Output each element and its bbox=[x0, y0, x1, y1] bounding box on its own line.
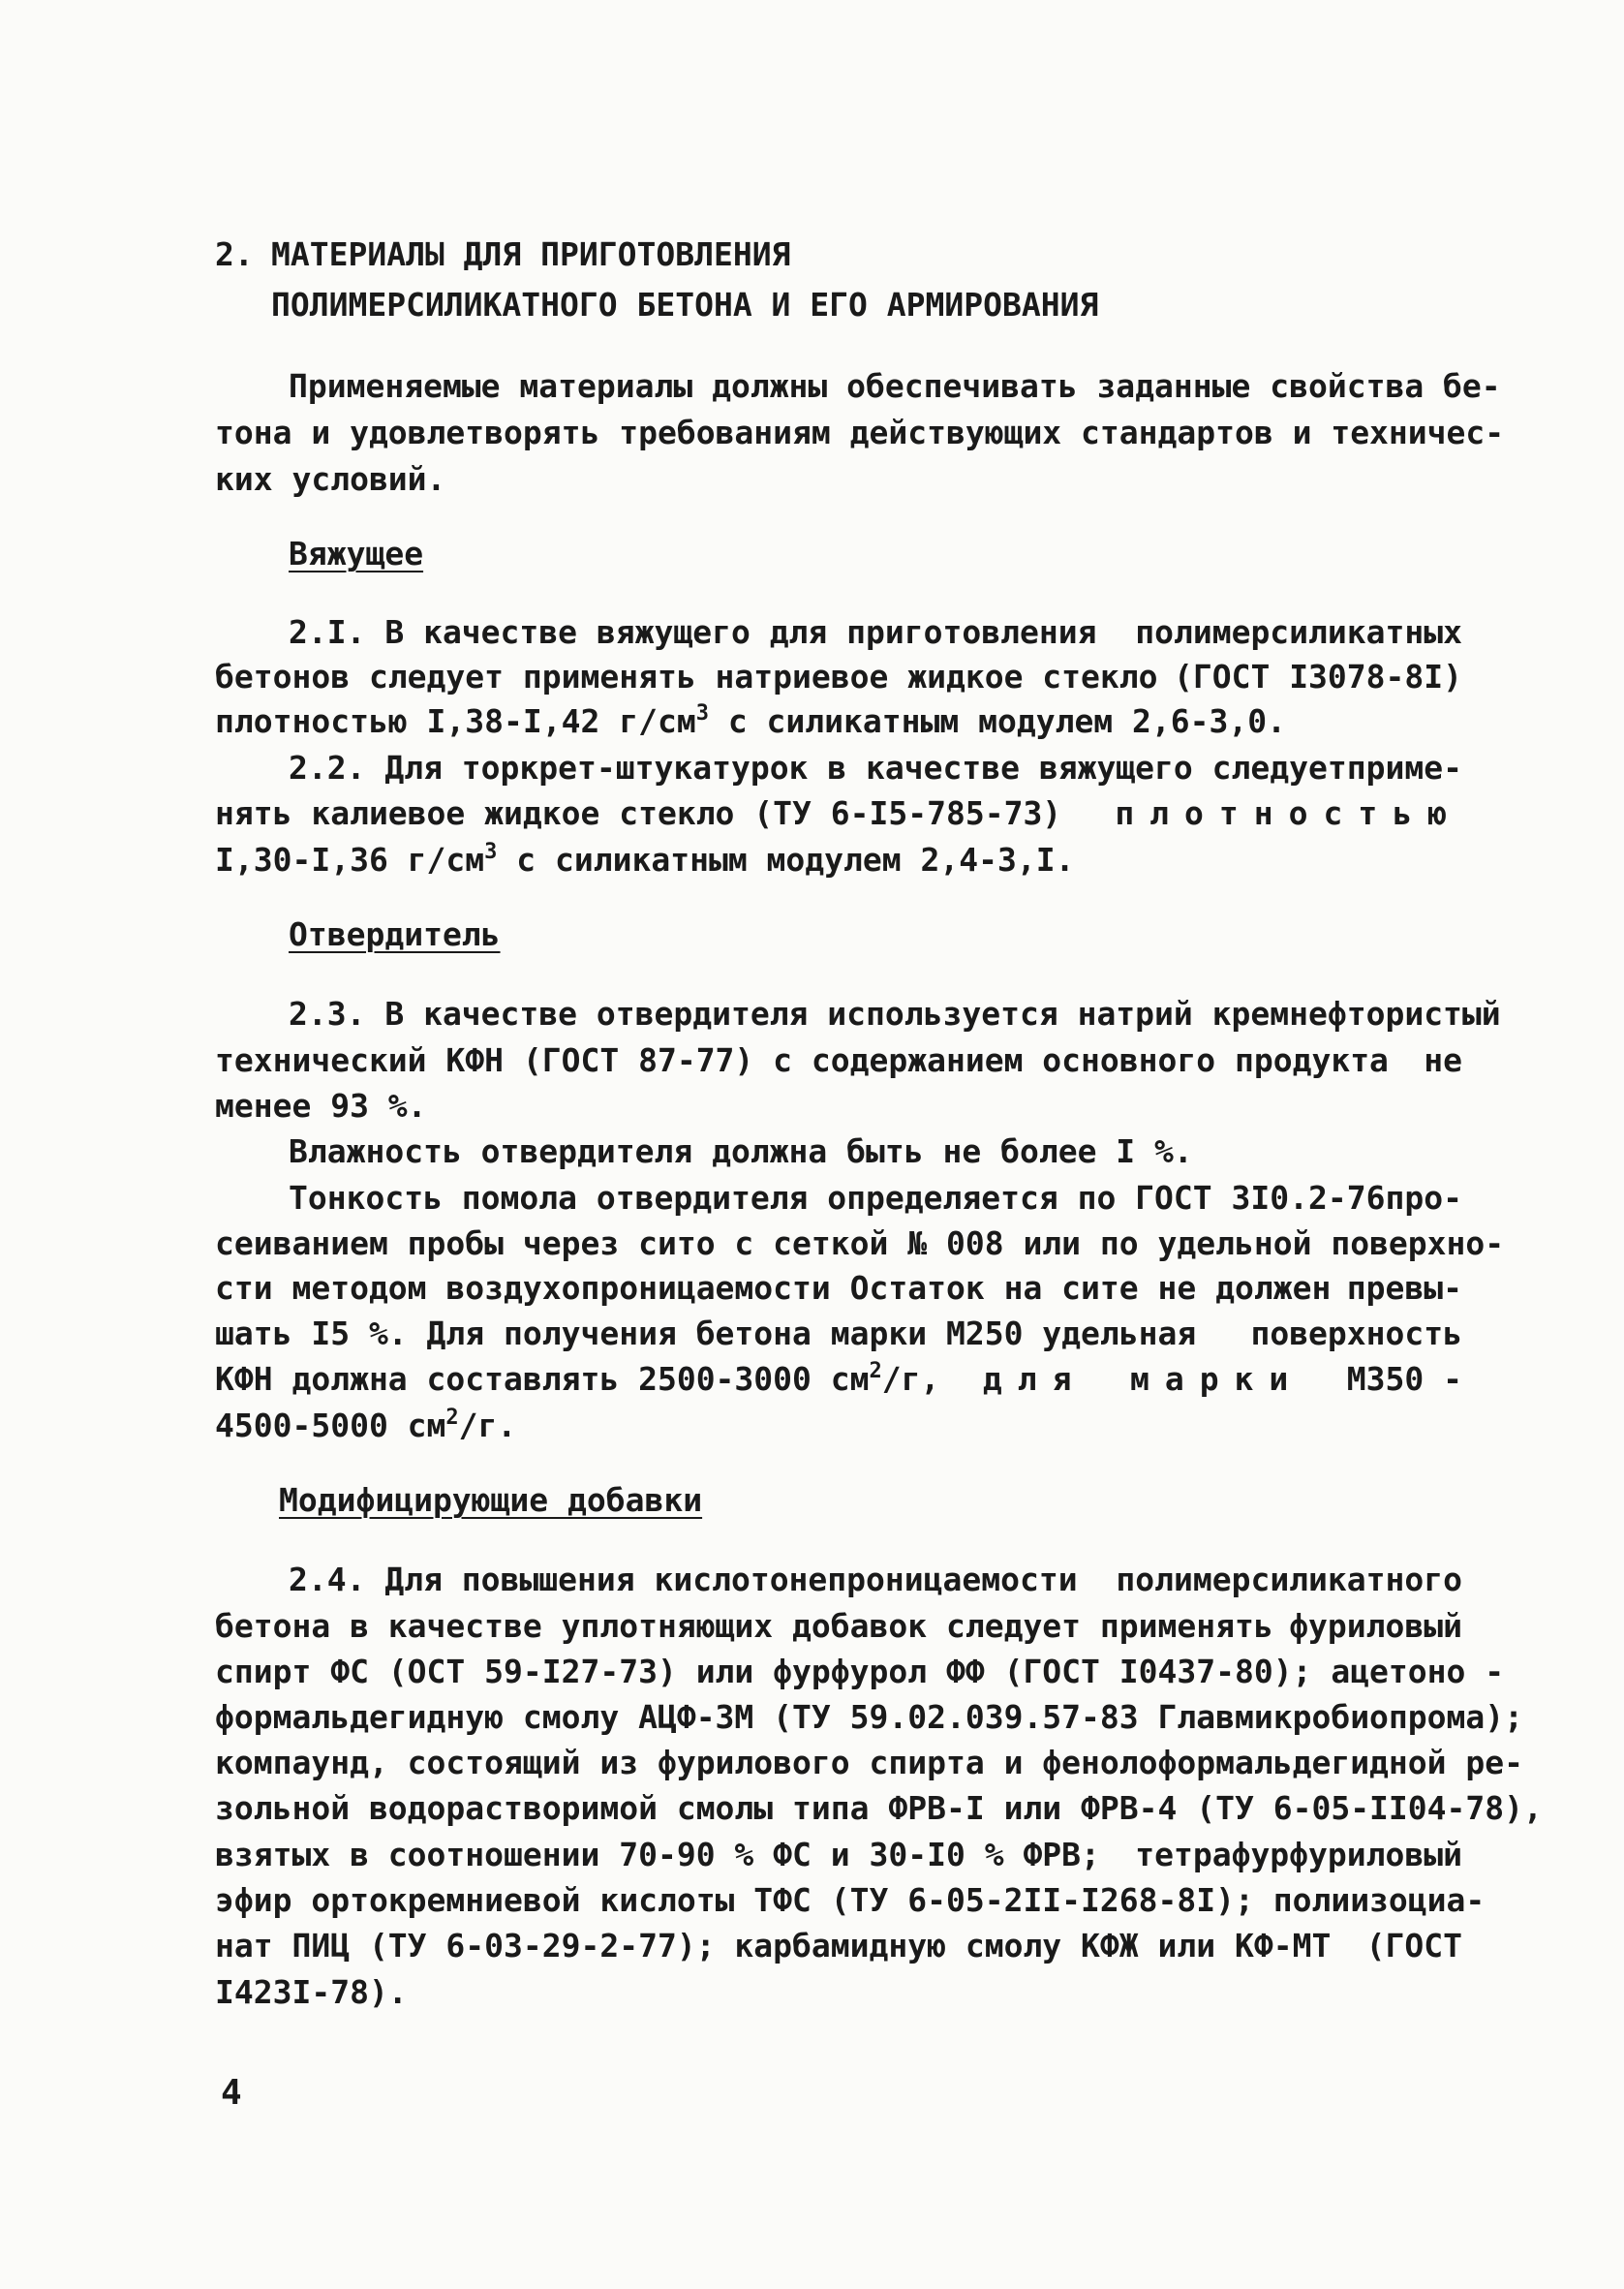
section-title-line2: ПОЛИМЕРСИЛИКАТНОГО БЕТОНА И ЕГО АРМИРОВАНИЯ bbox=[271, 286, 1099, 324]
section-number: 2. bbox=[215, 235, 254, 273]
intro-line-3: ких условий. bbox=[215, 460, 446, 498]
p22-line-3: I,30-I,36 $г/см^3$ с силикатным модулем 2,4-3,I. bbox=[215, 840, 1075, 879]
p24-line-5: компаунд, состоящий из фурилового спирта и фенолоформальдегидной ре- bbox=[215, 1744, 1524, 1781]
moisture-line: Влажность отвердителя должна быть не более I %. bbox=[289, 1132, 1193, 1170]
fineness-line-5: КФН должна составлять 2500-3000 $см^2/г$, для марки М350 - bbox=[215, 1359, 1462, 1398]
hardener-heading: Отвердитель bbox=[289, 915, 501, 953]
section-title-line1: МАТЕРИАЛЫ ДЛЯ ПРИГОТОВЛЕНИЯ bbox=[271, 235, 791, 273]
fineness-line-2: сеиванием пробы через сито с сеткой № 008 или по удельной поверхно- bbox=[215, 1224, 1505, 1262]
additives-heading: Модифицирующие добавки bbox=[279, 1481, 703, 1519]
fineness-line-6: 4500-5000 $см^2/г$. bbox=[215, 1406, 517, 1444]
p24-line-3: спирт ФС (ОСТ 59-I27-73) или фурфурол ФФ (ГОСТ I0437-80); ацетоно - bbox=[215, 1653, 1505, 1690]
p23-line-3: менее 93 %. bbox=[215, 1087, 427, 1125]
p24-line-7: взятых в соотношении 70-90 % ФС и 30-I0 % ФРВ; тетрафурфуриловый bbox=[215, 1836, 1462, 1873]
p22-line-2: нять калиевое жидкое стекло (ТУ 6-I5-785-73) плотностью bbox=[215, 794, 1462, 832]
p24-line-8: эфир ортокремниевой кислоты ТФС (ТУ 6-05-2II-I268-8I); полиизоциа- bbox=[215, 1881, 1486, 1919]
p22-line-1: 2.2. Для торкрет-штукатурок в качестве вяжущего следует приме- bbox=[289, 749, 1462, 787]
p21-line-3: плотностью I,38-I,42 $г/см^3$ с силикатным модулем 2,6-3,0. bbox=[215, 701, 1286, 740]
page-number: 4 bbox=[221, 2073, 242, 2113]
p24-line-4: формальдегидную смолу АЦФ-3М (ТУ 59.02.039.57-83 Главмикробиопрома); bbox=[215, 1698, 1524, 1736]
fineness-line-4: шать I5 %. Для получения бетона марки М250 удельная поверхность bbox=[215, 1315, 1462, 1352]
p23-line-2: технический КФН (ГОСТ 87-77) с содержанием основного продукта не bbox=[215, 1041, 1462, 1079]
p21-line-2: бетонов следует применять натриевое жидкое стекло (ГОСТ I3078-8I) bbox=[215, 658, 1462, 696]
intro-line-1: Применяемые материалы должны обеспечивать заданные свойства бе- bbox=[289, 367, 1501, 405]
intro-line-2: тона и удовлетворять требованиям действующих стандартов и техничес- bbox=[215, 414, 1505, 451]
fineness-line-3: сти методом воздухопроницаемости Остаток на сите не должен превы- bbox=[215, 1269, 1462, 1307]
p21-line-1: 2.I. В качестве вяжущего для приготовления полимерсиликатных bbox=[289, 613, 1462, 651]
fineness-line-1: Тонкость помола отвердителя определяется по ГОСТ 3I0.2-76 про- bbox=[289, 1179, 1462, 1217]
p24-line-6: зольной водорастворимой смолы типа ФРВ-I или ФРВ-4 (ТУ 6-05-II04-78), bbox=[215, 1789, 1543, 1827]
p24-line-10: I423I-78). bbox=[215, 1973, 408, 2011]
p24-line-2: бетона в качестве уплотняющих добавок следует применять фуриловый bbox=[215, 1607, 1462, 1645]
p23-line-1: 2.3. В качестве отвердителя используется натрий кремнефтористый bbox=[289, 995, 1501, 1033]
p24-line-1: 2.4. Для повышения кислотонепроницаемости полимерсиликатного bbox=[289, 1561, 1462, 1598]
binder-heading: Вяжущее bbox=[289, 535, 424, 572]
p24-line-9: нат ПИЦ (ТУ 6-03-29-2-77); карбамидную смолу КФЖ или КФ-МТ (ГОСТ bbox=[215, 1927, 1462, 1964]
